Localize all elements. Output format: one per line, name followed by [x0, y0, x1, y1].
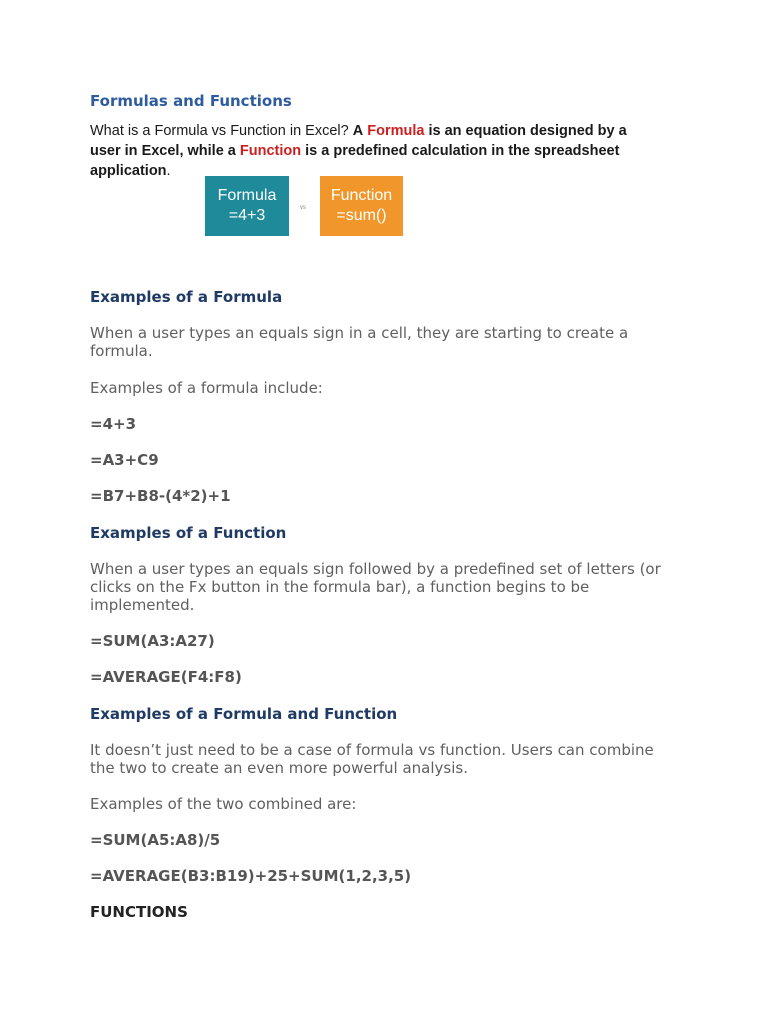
formula-example-2: =A3+C9 — [90, 451, 159, 469]
combined-description: It doesn’t just need to be a case of formula vs function. Users can combine the two to create an even more powerful analysis. — [90, 741, 654, 777]
intro-period: . — [166, 163, 171, 179]
intro-formula-word: Formula — [367, 123, 425, 139]
vs-label: vs — [300, 205, 306, 211]
intro-mid2: is a predefined calculation in the spreadsheet application — [90, 143, 620, 179]
formula-graphic-box — [205, 176, 289, 236]
formula-graphic-example: =4+3 — [228, 207, 266, 224]
function-example-2: =AVERAGE(F4:F8) — [90, 668, 242, 686]
heading-combined-examples: Examples of a Formula and Function — [90, 705, 398, 723]
intro-function-word: Function — [239, 143, 302, 159]
page-title: Formulas and Functions — [90, 92, 292, 110]
functions-heading: FUNCTIONS — [90, 903, 188, 921]
formula-graphic-label: Formula — [217, 187, 277, 204]
intro-mid1: is an equation designed by a user in Excel, while a — [90, 123, 627, 159]
intro-question: What is a Formula vs Function in Excel? — [90, 123, 349, 139]
heading-formula-examples: Examples of a Formula — [90, 288, 283, 306]
intro-a: A — [352, 123, 364, 139]
heading-function-examples: Examples of a Function — [90, 524, 287, 542]
intro-paragraph — [90, 121, 660, 181]
formula-example-1: =4+3 — [90, 415, 137, 433]
function-example-1: =SUM(A3:A27) — [90, 632, 215, 650]
function-graphic-box — [320, 176, 403, 236]
combined-example-1: =SUM(A5:A8)/5 — [90, 831, 221, 849]
formula-examples-lead: Examples of a formula include: — [90, 379, 323, 397]
combined-examples-lead: Examples of the two combined are: — [90, 795, 357, 813]
function-description: When a user types an equals sign followed by a predefined set of letters (or clicks on the Fx button in the formula bar), a function begins to be implemented. — [90, 560, 661, 614]
combined-example-2: =AVERAGE(B3:B19)+25+SUM(1,2,3,5) — [90, 867, 412, 885]
formula-example-3: =B7+B8-(4*2)+1 — [90, 487, 231, 505]
function-graphic-label: Function — [330, 187, 393, 204]
function-graphic-example: =sum() — [336, 207, 387, 224]
formula-description: When a user types an equals sign in a cell, they are starting to create a formula. — [90, 324, 629, 360]
